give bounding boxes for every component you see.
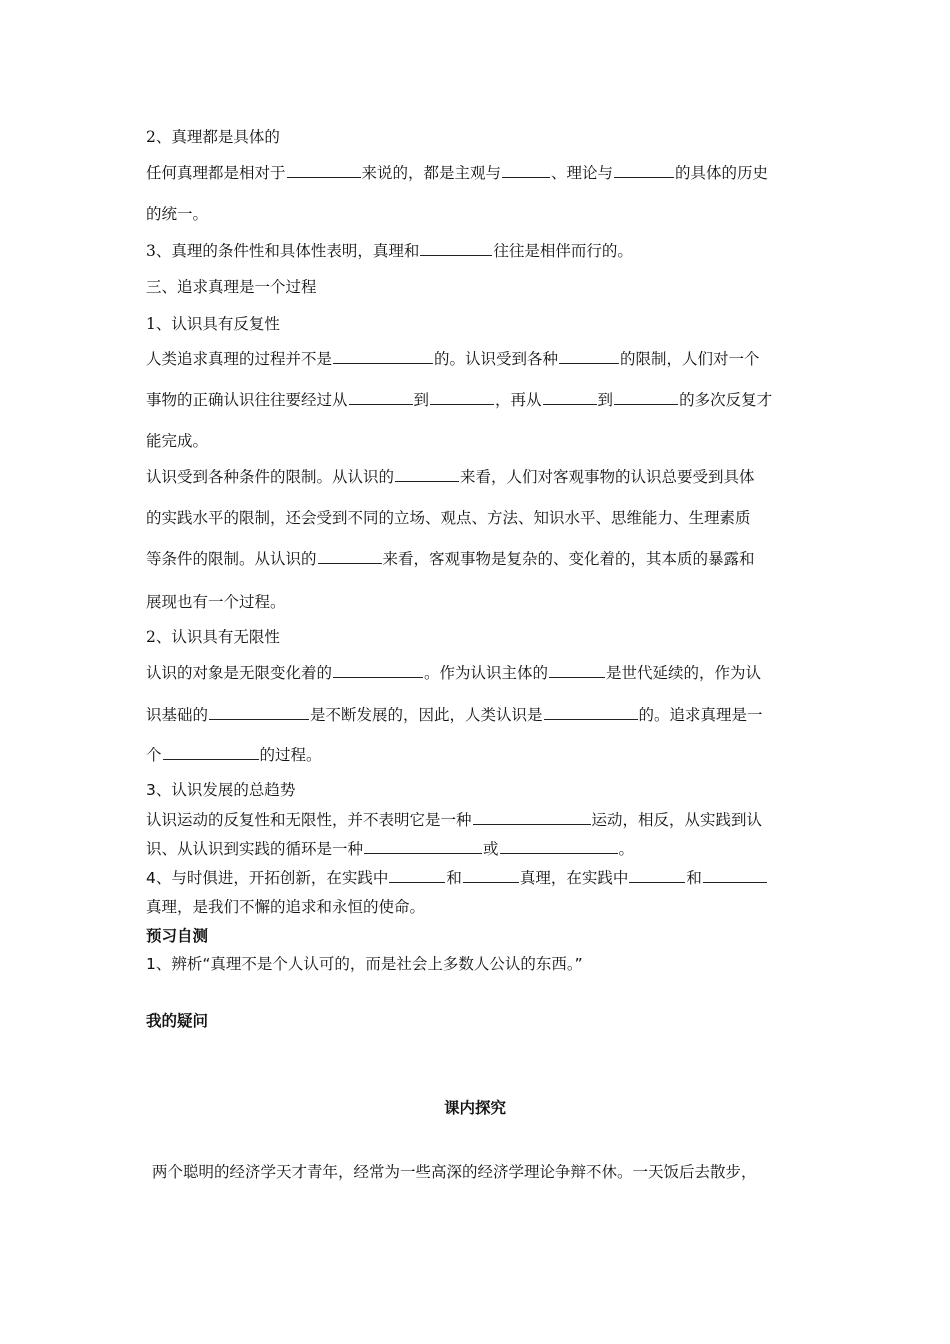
fill-blank[interactable] (549, 663, 605, 678)
paragraph-line: 识、从认识到实践的循环是一种 或 。 (146, 840, 635, 858)
paragraph-line: 的统一。 (146, 205, 209, 223)
fill-blank[interactable] (544, 705, 638, 720)
paragraph-line: 认识运动的反复性和无限性，并不表明它是一种 运动，相反，从实践到认 (146, 811, 763, 829)
fill-blank[interactable] (559, 349, 619, 364)
fill-blank[interactable] (420, 241, 492, 256)
section-title-preview-test: 预习自测 (146, 927, 209, 945)
paragraph-line: 任何真理都是相对于 来说的，都是主观与 、理论与 的具体的历史 (146, 164, 769, 182)
section-title-in-class: 课内探究 (443, 1098, 506, 1117)
fill-blank[interactable] (287, 163, 361, 178)
heading-3-trend: 3、认识发展的总趋势 (146, 781, 296, 799)
fill-blank[interactable] (333, 349, 433, 364)
question-item: 1、辨析“真理不是个人认可的，而是社会上多数人公认的东西。” (146, 955, 583, 973)
fill-blank[interactable] (430, 390, 494, 405)
paragraph-line: 人类追求真理的过程并不是 的。认识受到各种 的限制，人们对一个 (146, 350, 760, 368)
heading-2-truth-concrete: 2、真理都是具体的 (146, 128, 280, 146)
fill-blank[interactable] (318, 549, 382, 564)
fill-blank[interactable] (473, 810, 591, 825)
paragraph-line: 两个聪明的经济学天才青年，经常为一些高深的经济学理论争辩不休。一天饭后去散步， (152, 1163, 757, 1181)
fill-blank[interactable] (703, 868, 767, 883)
fill-blank[interactable] (502, 163, 550, 178)
fill-blank[interactable] (395, 467, 459, 482)
paragraph-line: 真理，是我们不懈的追求和永恒的使命。 (146, 898, 426, 916)
paragraph-line: 的实践水平的限制，还会受到不同的立场、观点、方法、知识水平、思维能力、生理素质 (146, 509, 751, 527)
section-heading-3: 三、追求真理是一个过程 (146, 278, 317, 296)
paragraph-line: 3、真理的条件性和具体性表明，真理和 往往是相伴而行的。 (146, 242, 633, 260)
fill-blank[interactable] (629, 868, 685, 883)
fill-blank[interactable] (463, 868, 519, 883)
heading-2-infinity: 2、认识具有无限性 (146, 628, 280, 646)
fill-blank[interactable] (333, 663, 423, 678)
paragraph-line: 等条件的限制。从认识的 来看，客观事物是复杂的、变化着的，其本质的暴露和 (146, 550, 755, 568)
fill-blank[interactable] (543, 390, 597, 405)
paragraph-line: 认识的对象是无限变化着的 。作为认识主体的 是世代延续的，作为认 (146, 664, 762, 682)
fill-blank[interactable] (209, 705, 309, 720)
paragraph-line: 识基础的 是不断发展的，因此，人类认识是 的。追求真理是一 (146, 706, 763, 724)
fill-blank[interactable] (500, 839, 618, 854)
paragraph-line: 个 的过程。 (146, 746, 322, 764)
fill-blank[interactable] (614, 390, 678, 405)
paragraph-line: 4、与时俱进，开拓创新，在实践中 和 真理，在实践中 和 (146, 868, 768, 888)
paragraph-line: 事物的正确认识往往要经过从 到 ，再从 到 的多次反复才 (146, 391, 773, 409)
heading-1-repetition: 1、认识具有反复性 (146, 315, 280, 333)
paragraph-line: 能完成。 (146, 432, 209, 450)
fill-blank[interactable] (364, 839, 482, 854)
fill-blank[interactable] (389, 868, 445, 883)
fill-blank[interactable] (349, 390, 413, 405)
paragraph-line: 展现也有一个过程。 (146, 593, 286, 611)
paragraph-line: 认识受到各种条件的限制。从认识的 来看，人们对客观事物的认识总要受到具体 (146, 468, 755, 486)
section-title-my-questions: 我的疑问 (146, 1012, 209, 1030)
fill-blank[interactable] (614, 163, 674, 178)
fill-blank[interactable] (163, 745, 259, 760)
